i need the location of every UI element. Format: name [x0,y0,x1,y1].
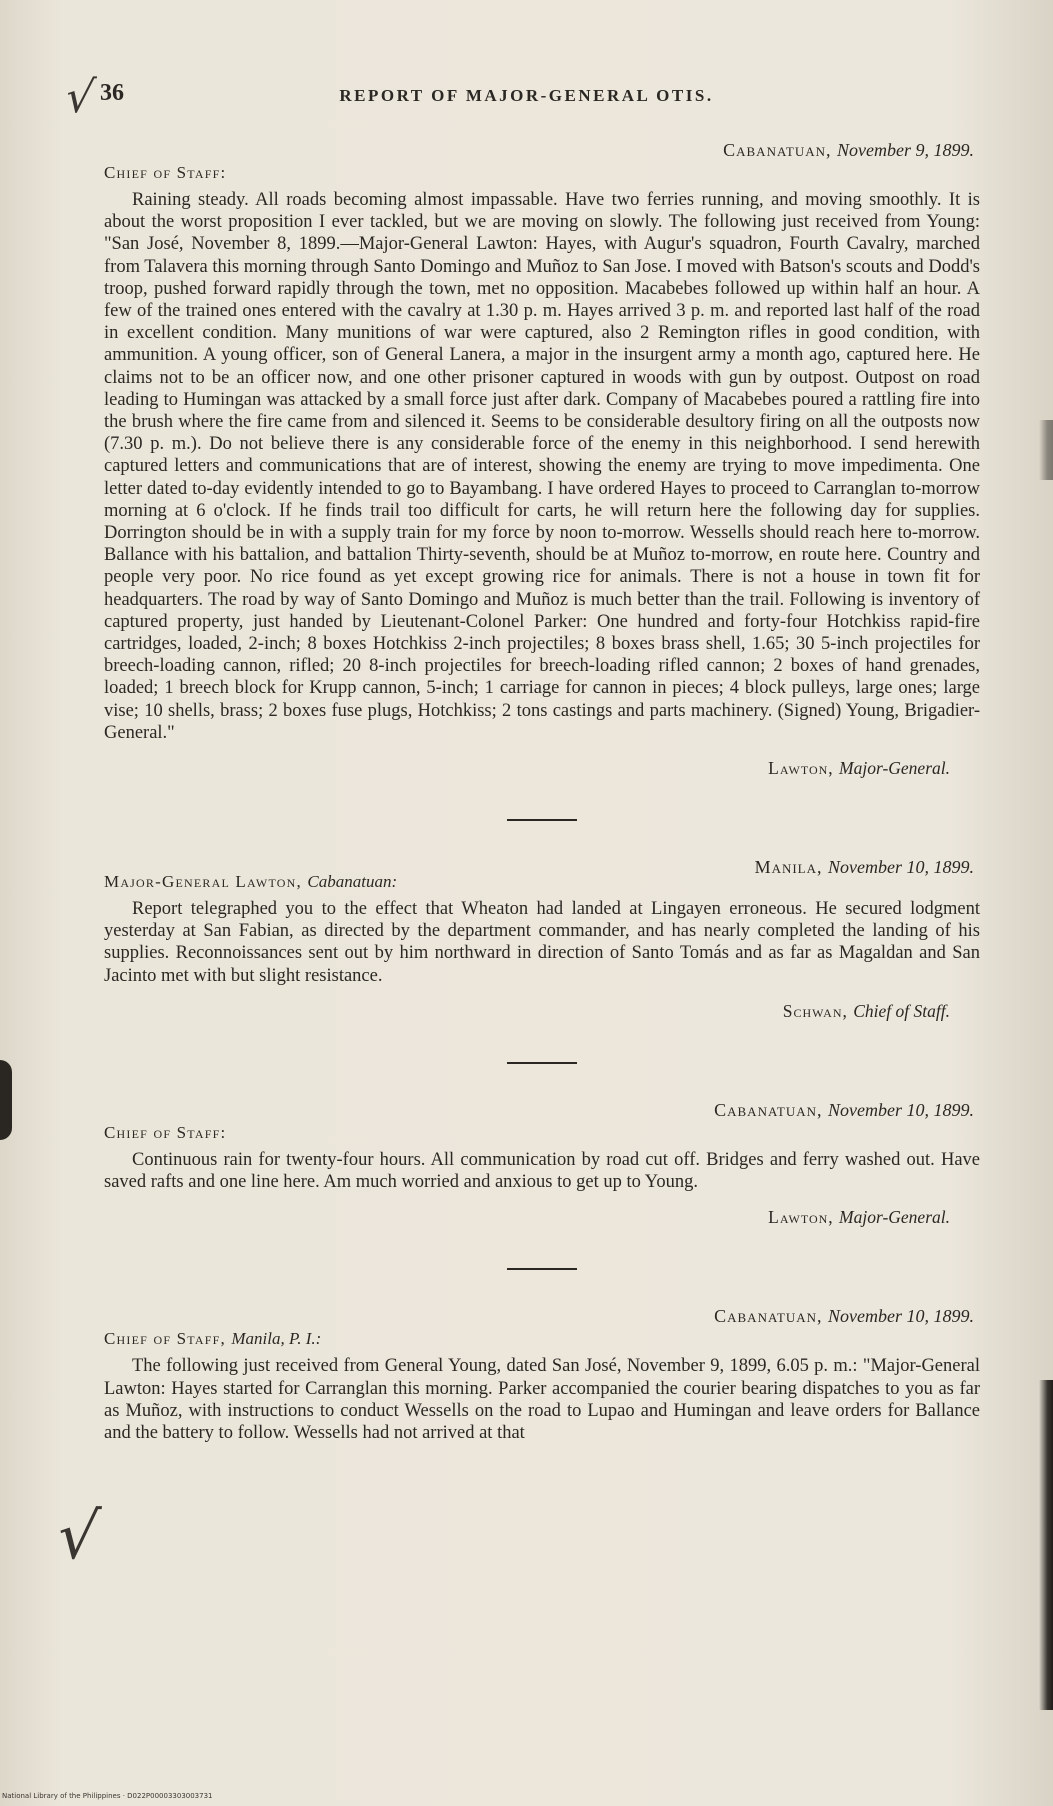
addressee-name: Chief of Staff: [104,1122,227,1142]
running-head: REPORT OF MAJOR-GENERAL OTIS. [339,86,714,105]
scan-edge-shadow [1039,1380,1053,1710]
dateline-place: Manila, [754,857,823,878]
page-content [104,140,980,1444]
dateline [104,1100,980,1121]
telegram-entry [104,1306,980,1444]
dateline-date: November 9, 1899. [837,140,974,160]
scan-footer-label: National Library of the Philippines · D022P00003303003731 [2,1792,213,1800]
telegram-body: Report telegraphed you to the effect that Wheaton had landed at Lingayen erroneous. He secured lodgment yesterday at San Fabian, as directed by the department commander, and has nearly completed the landing of his supplies. Reconnoissances sent out by him northward in direction of Santo Tomás and as far as Magaldan and San Jacinto met with but slight resistance. [104,899,980,986]
scan-edge-shadow [1039,420,1053,480]
dateline-place: Cabanatuan, [714,1099,823,1120]
signature-name: Lawton, [768,1207,834,1228]
dateline-place: Cabanatuan, [714,1306,823,1327]
dateline-date: November 10, 1899. [828,857,974,878]
signature-name: Schwan, [782,1000,848,1021]
signature-name: Lawton, [768,758,834,779]
telegram-entry [104,1100,980,1228]
signature [104,1207,980,1228]
signature-rank: Major-General. [839,1207,950,1228]
dateline [104,1306,980,1327]
telegram-entry [104,857,980,1022]
section-divider [507,1062,577,1064]
telegram-body: Continuous rain for twenty-four hours. All communication by road cut off. Bridges and ferry washed out. Have saved rafts and one line here. Am much worried and anxious to get up to Young. [104,1149,980,1193]
telegram-body: The following just received from General Young, dated San José, November 9, 1899, 6.05 p. m.: "Major-General Lawton: Hayes started for Carranglan this morning. Parker accompanied the courier bearing dispatches to you as far as Muñoz, with instructions to conduct Wessells on the road to Lupao and Humingan and leave orders for Ballance and the battery to follow. Wessells had not arrived at that [104,1356,980,1443]
handwritten-check-mark-icon: √ [54,1500,103,1574]
signature-rank: Major-General. [839,758,950,779]
addressee-name: Major-General Lawton, [104,872,302,892]
signature-rank: Chief of Staff. [853,1000,950,1021]
handwritten-check-mark-icon: √ [62,72,98,123]
addressee [104,163,980,183]
addressee-name: Chief of Staff, [104,1329,226,1349]
addressee [104,1329,980,1349]
telegram-body: Raining steady. All roads becoming almost impassable. Have two ferries running, and moving smoothly. It is about the worst proposition I ever tackled, but we are moving on slowly. The following just received from Young: "San José, November 8, 1899.—Major-General Lawton: Hayes, with Augur's squadron, Fourth Cavalry, marched from Talavera this morning through Santo Domingo and Muñoz to San Jose. I moved with Batson's scouts and Dodd's troop, pushed forward rapidly through the town, met no opposition. Macabebes followed up within half an hour. A few of the trained ones entered with the cavalry at 1.30 p. m. Hayes arrived 3 p. m. and reported last half of the road in excellent condition. Many munitions of war were captured, also 2 Remington rifles in good condition, with ammunition. A young officer, son of General Lanera, a major in the insurgent army a month ago, captured here. He claims not to be an officer now, and one other prisoner captured in woods with gun by outpost. Outpost on road leading to Humingan was attacked by a small force just after dark. Company of Macabebes poured a rattling fire into the brush where the fire came from and silenced it. Seems to be considerable desultory firing on all the outposts now (7.30 p. m.). Do not believe there is any considerable force of the enemy in this neighborhood. I send herewith captured letters and communications that are of interest, showing the enemy are trying to move impedimenta. One letter dated to-day evidently intended to go to Bayambang. I have ordered Hayes to proceed to Carranglan to-morrow morning at 6 o'clock. If he finds trail too difficult for carts, he will return here the following day for supplies. Dorrington should be in with a supply train for my force by noon to-morrow. Wessells should reach here to-morrow. Ballance with his battalion, and battalion Thirty-seventh, should be at Muñoz to-morrow, en route here. Country and people very poor. No rice found as yet except growing rice for animals. There is not a house in town fit for headquarters. The road by way of Santo Domingo and Muñoz is much better than the trail. Following is inventory of captured property, just handed by Lieutenant-Colonel Parker: One hundred and forty-four Hotchkiss rapid-fire cartridges, loaded, 2-inch; 8 boxes Hotchkiss 2-inch projectiles; 8 boxes brass shell, 1.65; 30 5-inch projectiles for breech-loading cannon, rifled; 20 8-inch projectiles for breech-loading rifled cannon; 2 boxes of hand grenades, loaded; 1 breech block for Krupp cannon, 5-inch; 1 carriage for cannon in pieces; 4 block pulleys, large ones; large vise; 10 shells, brass; 2 boxes fuse plugs, Hotchkiss; 2 tons castings and parts machinery. (Signed) Young, Brigadier-General." [104,190,980,743]
signature [104,1001,980,1022]
scan-edge-shadow [0,1060,12,1140]
signature [104,758,980,779]
section-divider [507,819,577,821]
dateline-date: November 10, 1899. [828,1306,974,1327]
page-number: 36 [100,80,124,106]
dateline-date: November 10, 1899. [828,1099,974,1120]
addressee-name: Chief of Staff: [104,163,227,182]
addressee-place: Manila, P. I.: [231,1329,322,1349]
section-divider [507,1268,577,1270]
dateline [104,140,980,161]
dateline-place: Cabanatuan, [723,140,832,160]
addressee-place: Cabanatuan: [307,872,398,892]
telegram-entry [104,140,980,779]
addressee [104,1123,980,1143]
